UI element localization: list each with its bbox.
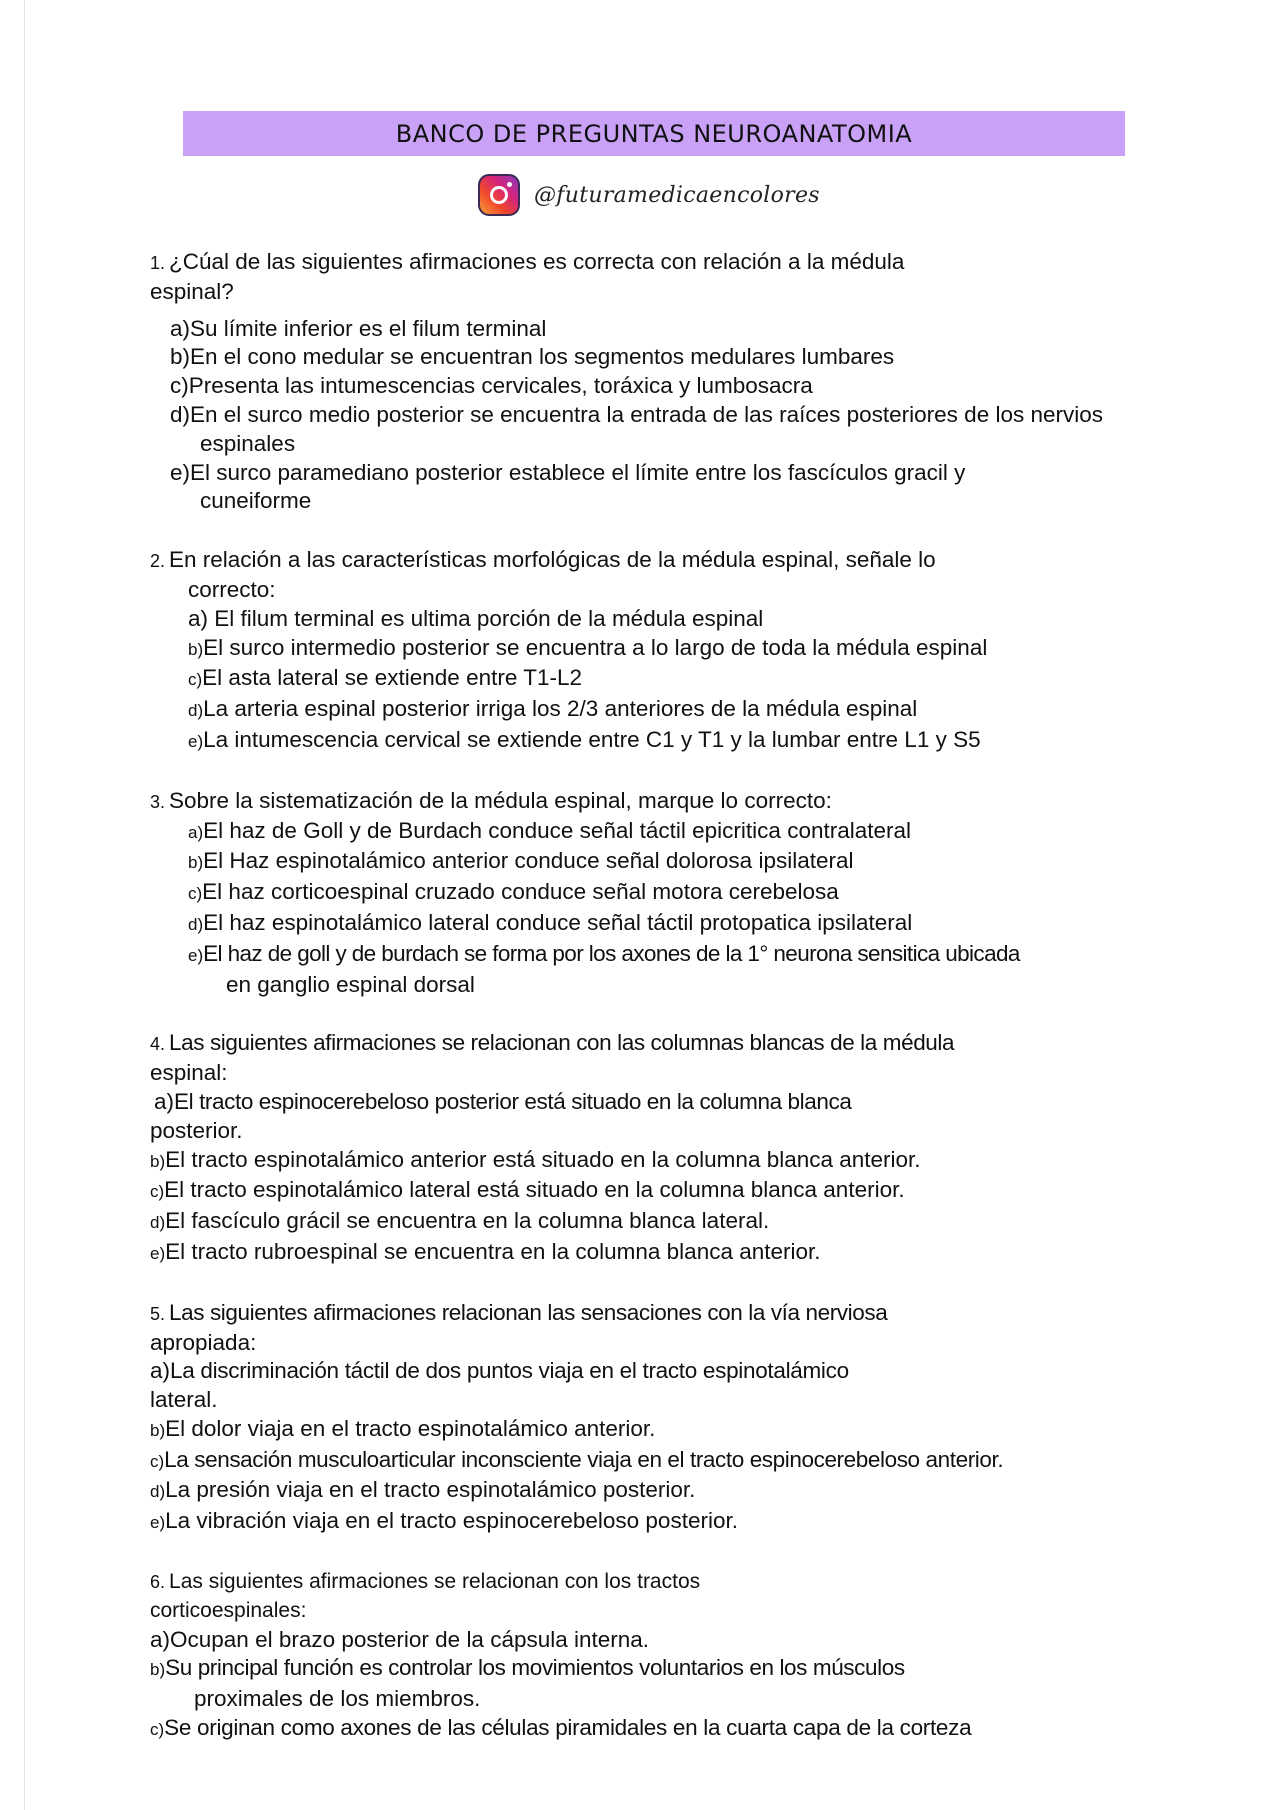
- option-a: a)El tracto espinocerebeloso posterior está situado en la columna blanca posterior.: [150, 1088, 852, 1143]
- author-handle: [478, 172, 820, 218]
- question-text: 2. En relación a las características morfológicas de la médula espinal, señale lo correcto:: [150, 547, 936, 602]
- option-list: [150, 605, 1150, 757]
- option-c: c)El asta lateral se extiende entre T1-L2: [188, 665, 582, 691]
- option-d: d)El fascículo grácil se encuentra en la columna blanca lateral.: [150, 1208, 770, 1234]
- option-c: c)El haz corticoespinal cruzado conduce señal motora cerebelosa: [188, 879, 839, 905]
- option-d: d)La arteria espinal posterior irriga los 2/3 anteriores de la médula espinal: [188, 696, 918, 722]
- instagram-handle: @futuramedicaencolores: [534, 182, 820, 208]
- option-c: c)Se originan como axones de las células piramidales en la cuarta capa de la corteza: [150, 1715, 972, 1741]
- question-6: [150, 1568, 1150, 1745]
- question-2: [150, 546, 1150, 757]
- option-a: a) El filum terminal es ultima porción de la médula espinal: [188, 605, 764, 631]
- question-bank: [150, 248, 1150, 1745]
- option-list: [150, 1357, 1150, 1538]
- option-e: e)El surco paramediano posterior establece el límite entre los fascículos gracil y cuneiforme: [170, 459, 966, 514]
- option-list: [150, 315, 1150, 517]
- option-list: [150, 1088, 1150, 1269]
- option-c: c)El tracto espinotalámico lateral está situado en la columna blanca anterior.: [150, 1177, 905, 1203]
- question-number: 1.: [150, 253, 166, 273]
- question-1: [150, 248, 1150, 516]
- question-text: 3. Sobre la sistematización de la médula espinal, marque lo correcto:: [150, 787, 832, 813]
- option-c: c)La sensación musculoarticular inconsciente viaja en el tracto espinocerebeloso anterior.: [150, 1446, 1004, 1472]
- option-a: a)La discriminación táctil de dos puntos viaja en el tracto espinotalámico lateral.: [150, 1358, 849, 1413]
- question-3: [150, 787, 1150, 1000]
- question-number: 5.: [150, 1303, 166, 1324]
- option-a: a)El haz de Goll y de Burdach conduce señal táctil epicritica contralateral: [188, 817, 912, 843]
- option-d: d)El haz espinotalámico lateral conduce señal táctil protopatica ipsilateral: [188, 909, 913, 935]
- option-a: a)Ocupan el brazo posterior de la cápsula interna.: [150, 1626, 650, 1652]
- question-number: 3.: [150, 791, 166, 812]
- question-text: 4. Las siguientes afirmaciones se relacionan con las columnas blancas de la médula espinal:: [150, 1030, 955, 1086]
- option-e: e)El haz de goll y de burdach se forma por los axones de la 1° neurona sensitica ubicada en ganglio espinal dorsal: [188, 940, 1020, 997]
- question-4: [150, 1029, 1150, 1268]
- option-list: [150, 817, 1150, 1000]
- page-edge-line: [24, 0, 25, 1810]
- option-c: c)Presenta las intumescencias cervicales, toráxica y lumbosacra: [170, 373, 813, 399]
- option-d: d)La presión viaja en el tracto espinotalámico posterior.: [150, 1477, 696, 1503]
- question-text: 5. Las siguientes afirmaciones relacionan las sensaciones con la vía nerviosa apropiada:: [150, 1299, 888, 1355]
- option-e: e)La intumescencia cervical se extiende entre C1 y T1 y la lumbar entre L1 y S5: [188, 726, 981, 752]
- question-text: 1. ¿Cúal de las siguientes afirmaciones es correcta con relación a la médula espinal?: [150, 249, 905, 304]
- question-number: 6.: [150, 1572, 166, 1593]
- option-e: e)El tracto rubroespinal se encuentra en la columna blanca anterior.: [150, 1238, 821, 1264]
- option-b: b)En el cono medular se encuentran los segmentos medulares lumbares: [170, 344, 895, 370]
- option-d: d)En el surco medio posterior se encuentra la entrada de las raíces posteriores de los nervios espinales: [170, 401, 1104, 456]
- option-list: [150, 1626, 1150, 1745]
- instagram-icon: [478, 174, 520, 216]
- question-5: [150, 1299, 1150, 1538]
- question-number: 4.: [150, 1034, 166, 1055]
- option-b: b)El tracto espinotalámico anterior está situado en la columna blanca anterior.: [150, 1146, 921, 1172]
- option-b: b)El Haz espinotalámico anterior conduce señal dolorosa ipsilateral: [188, 848, 854, 874]
- option-b: b)El surco intermedio posterior se encuentra a lo largo de toda la médula espinal: [188, 634, 988, 660]
- option-b: b)El dolor viaja en el tracto espinotalámico anterior.: [150, 1415, 656, 1441]
- question-text: 6. Las siguientes afirmaciones se relacionan con los tractos corticoespinales:: [150, 1570, 701, 1622]
- option-b: b)Su principal función es controlar los movimientos voluntarios en los músculos proximales de los miembros.: [150, 1655, 905, 1712]
- question-number: 2.: [150, 551, 166, 572]
- option-e: e)La vibración viaja en el tracto espinocerebeloso posterior.: [150, 1508, 738, 1534]
- option-a: a)Su límite inferior es el filum terminal: [170, 315, 547, 341]
- page-title: BANCO DE PREGUNTAS NEUROANATOMIA: [183, 111, 1125, 156]
